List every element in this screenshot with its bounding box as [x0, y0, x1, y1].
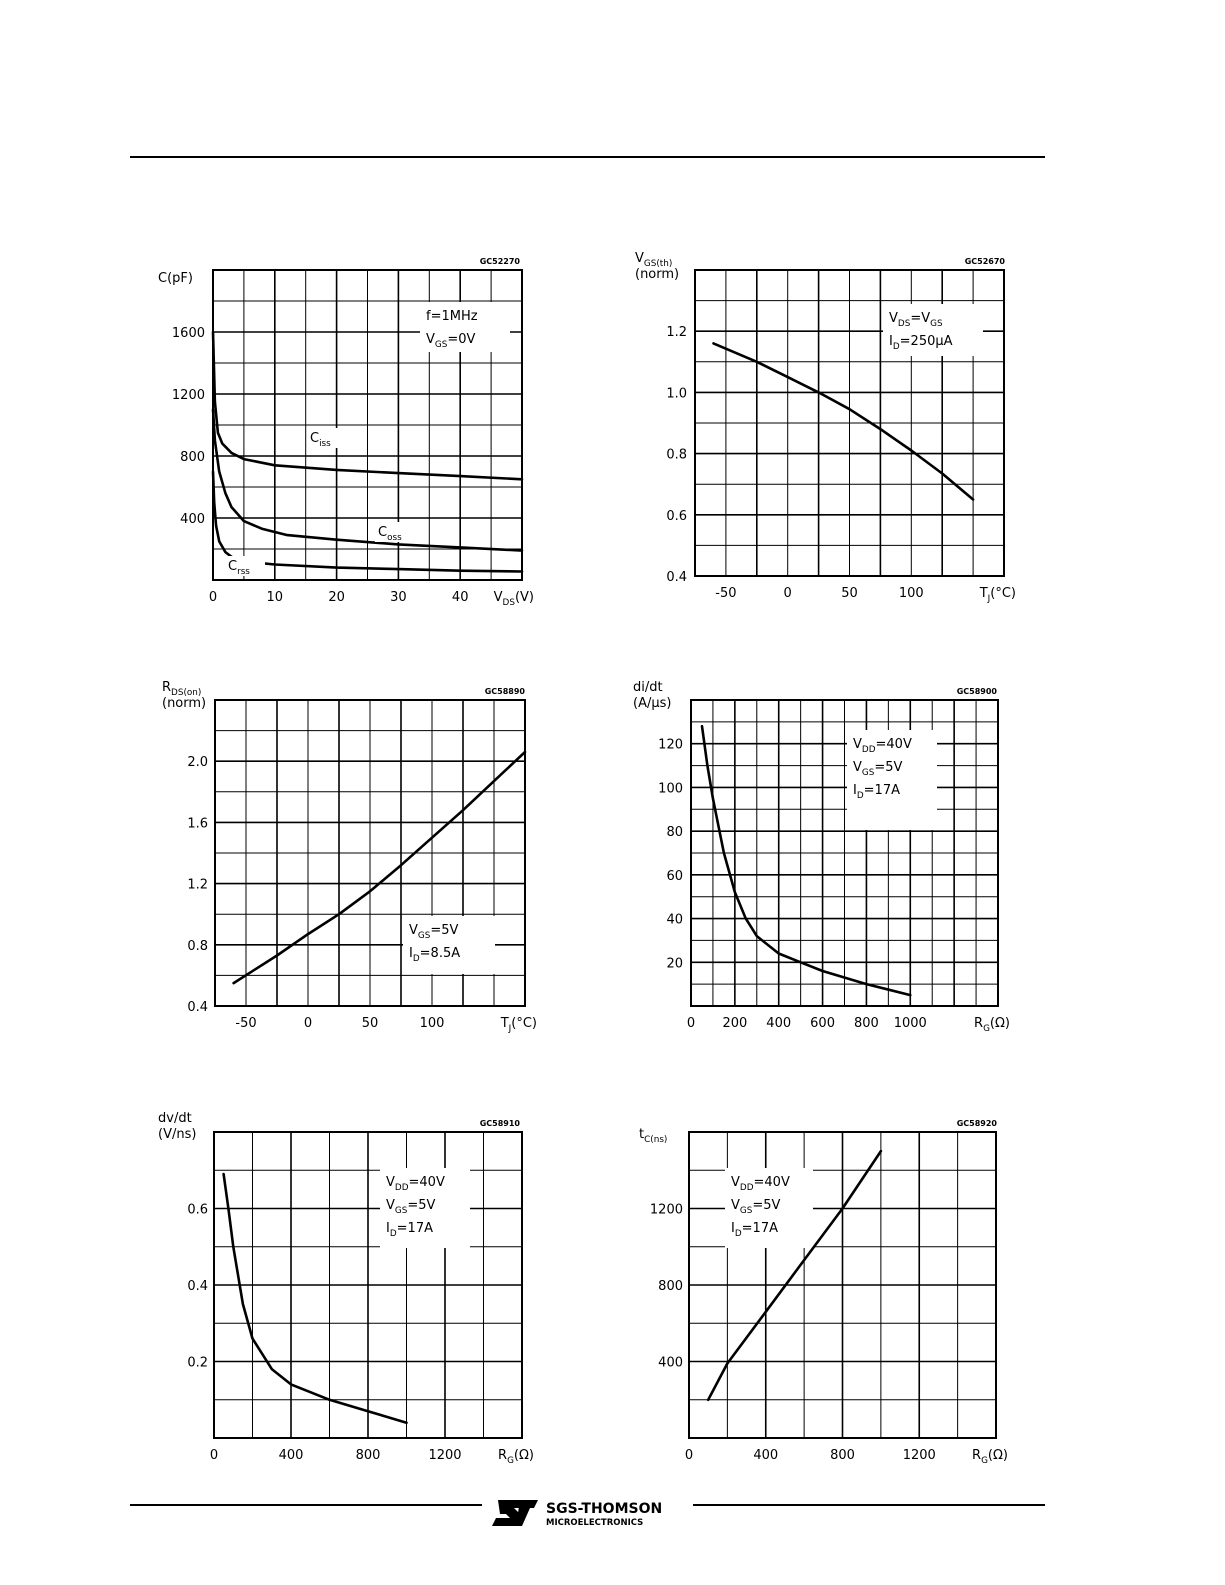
y-tick-label: 80 [666, 825, 683, 841]
condition-label: $I_D=17A$ [386, 1221, 433, 1239]
chart-tc-svg [625, 1112, 1025, 1472]
x-tick-label: 1200 [428, 1448, 462, 1463]
y-axis-label: $R_{DS(on)}$ [162, 680, 202, 698]
x-tick-label: 0 [783, 586, 792, 601]
y-tick-label: 40 [666, 912, 683, 928]
chart-capacitance [150, 250, 540, 610]
brand-logo [490, 1494, 690, 1534]
y-tick-label: 0.4 [187, 1000, 208, 1015]
y-axis-label: (A/µs) [633, 696, 672, 711]
x-tick-label: 800 [854, 1016, 879, 1031]
y-tick-label: 1.6 [187, 816, 208, 832]
condition-label: $V_{DD}=40V$ [386, 1175, 445, 1193]
chart-capacitance-svg [150, 250, 540, 610]
x-axis-label: $R_G(\Omega)$ [972, 1448, 1008, 1466]
brand-sub: MICROELECTRONICS [546, 1518, 644, 1528]
x-tick-label: 0 [686, 1016, 696, 1031]
condition-label: $V_{DS}=V_{GS}$ [889, 311, 943, 329]
x-axis-label: $R_G(\Omega)$ [498, 1448, 534, 1466]
condition-label: $V_{GS}=0V$ [426, 332, 476, 350]
x-tick-label: -50 [715, 586, 737, 601]
chart-code: GC58890 [484, 687, 525, 696]
x-tick-label: -50 [235, 1016, 257, 1031]
y-tick-label: 1200 [649, 1202, 683, 1218]
x-tick-label: 400 [278, 1448, 304, 1463]
condition-label: $V_{GS}=5V$ [731, 1198, 781, 1216]
x-tick-label: 30 [390, 590, 407, 605]
condition-label: $I_D=17A$ [853, 783, 900, 801]
series-line [224, 1174, 407, 1423]
y-tick-label: 60 [666, 868, 683, 884]
chart-tc [625, 1112, 1025, 1472]
series-label: $C_{iss}$ [310, 431, 331, 449]
x-tick-label: 50 [841, 586, 858, 601]
condition-label: $V_{GS}=5V$ [853, 760, 903, 778]
x-tick-label: 1200 [902, 1448, 936, 1463]
x-tick-label: 0 [208, 590, 218, 605]
chart-code: GC52270 [479, 257, 520, 266]
x-tick-label: 800 [830, 1448, 855, 1463]
y-tick-label: 800 [180, 450, 205, 465]
y-tick-label: 0.6 [666, 508, 687, 524]
y-axis-label: (V/ns) [158, 1127, 197, 1142]
y-tick-label: 0.8 [187, 938, 208, 954]
x-tick-label: 0 [684, 1448, 694, 1463]
chart-code: GC58910 [479, 1119, 520, 1128]
condition-label: $V_{GS}=5V$ [409, 923, 459, 941]
y-tick-label: 1.2 [666, 325, 687, 341]
x-tick-label: 40 [451, 590, 469, 605]
x-tick-label: 200 [722, 1016, 748, 1031]
y-axis-label: $t_{C(ns)}$ [639, 1127, 668, 1145]
y-tick-label: 400 [658, 1355, 683, 1371]
chart-rdson-svg [150, 680, 540, 1040]
condition-label: $V_{GS}=5V$ [386, 1198, 436, 1216]
top-rule [130, 156, 1045, 158]
y-tick-label: 20 [666, 956, 683, 972]
y-axis-label: $V_{GS(th)}$ [635, 251, 673, 269]
y-tick-label: 0.4 [187, 1279, 208, 1294]
x-axis-label: $T_J(^\circ C)$ [979, 586, 1016, 604]
condition-label: $I_D=17A$ [731, 1221, 778, 1239]
series-label: $C_{oss}$ [378, 525, 402, 543]
y-tick-label: 800 [658, 1279, 683, 1294]
st-logo-icon [490, 1494, 690, 1534]
condition-label: f=1MHz [426, 309, 478, 324]
x-tick-label: 0 [303, 1016, 313, 1031]
y-tick-label: 2.0 [187, 755, 208, 771]
condition-label: $V_{DD}=40V$ [853, 737, 912, 755]
footer-rule-left [130, 1504, 482, 1506]
chart-code: GC52670 [964, 257, 1005, 266]
y-axis-label: di/dt [633, 680, 663, 695]
y-tick-label: 0.4 [666, 570, 687, 585]
chart-dvdt-svg [150, 1112, 545, 1472]
y-tick-label: 400 [180, 512, 205, 527]
y-tick-label: 120 [658, 737, 683, 753]
x-tick-label: 10 [266, 590, 284, 605]
y-tick-label: 1600 [171, 326, 205, 341]
x-tick-label: 400 [753, 1448, 779, 1463]
grid [214, 1132, 522, 1438]
series-label: $C_{rss}$ [228, 559, 250, 577]
y-axis-label: dv/dt [158, 1112, 192, 1126]
x-tick-label: 400 [766, 1016, 792, 1031]
y-tick-label: 1.2 [187, 877, 208, 893]
y-tick-label: 0.2 [187, 1355, 208, 1371]
y-tick-label: 0.6 [187, 1202, 208, 1218]
x-tick-label: 100 [898, 586, 924, 601]
y-tick-label: 1.0 [666, 386, 687, 402]
x-axis-label: $T_J(^\circ C)$ [500, 1016, 537, 1034]
footer-rule-right [693, 1504, 1045, 1506]
condition-label: $I_D=8.5A$ [409, 946, 461, 964]
y-tick-label: 0.8 [666, 447, 687, 463]
chart-vgsth [625, 250, 1025, 610]
x-axis-label: $R_G(\Omega)$ [974, 1016, 1010, 1034]
series-line [714, 343, 974, 499]
chart-didt [625, 680, 1025, 1040]
y-tick-label: 1200 [171, 388, 205, 403]
chart-rdson [150, 680, 540, 1040]
chart-code: GC58920 [956, 1119, 997, 1128]
chart-dvdt [150, 1112, 545, 1472]
chart-didt-svg [625, 680, 1025, 1040]
y-axis-label: (norm) [162, 696, 207, 711]
grid [691, 700, 998, 1006]
x-tick-label: 800 [355, 1448, 381, 1463]
x-tick-label: 50 [361, 1016, 379, 1031]
x-tick-label: 1000 [893, 1016, 927, 1031]
condition-label: $V_{DD}=40V$ [731, 1175, 790, 1193]
x-axis-label: $V_{DS}(V)$ [493, 590, 534, 608]
x-tick-label: 0 [209, 1448, 219, 1463]
chart-code: GC58900 [956, 687, 997, 696]
condition-label: $I_D=250\mu A$ [889, 334, 953, 352]
y-axis-label: (norm) [635, 267, 680, 282]
chart-vgsth-svg [625, 250, 1025, 610]
x-tick-label: 20 [328, 590, 345, 605]
x-tick-label: 600 [810, 1016, 835, 1031]
y-axis-label: C(pF) [158, 271, 193, 286]
y-tick-label: 100 [658, 781, 683, 797]
x-tick-label: 100 [419, 1016, 445, 1031]
brand-name: SGS-THOMSON [546, 1501, 663, 1517]
